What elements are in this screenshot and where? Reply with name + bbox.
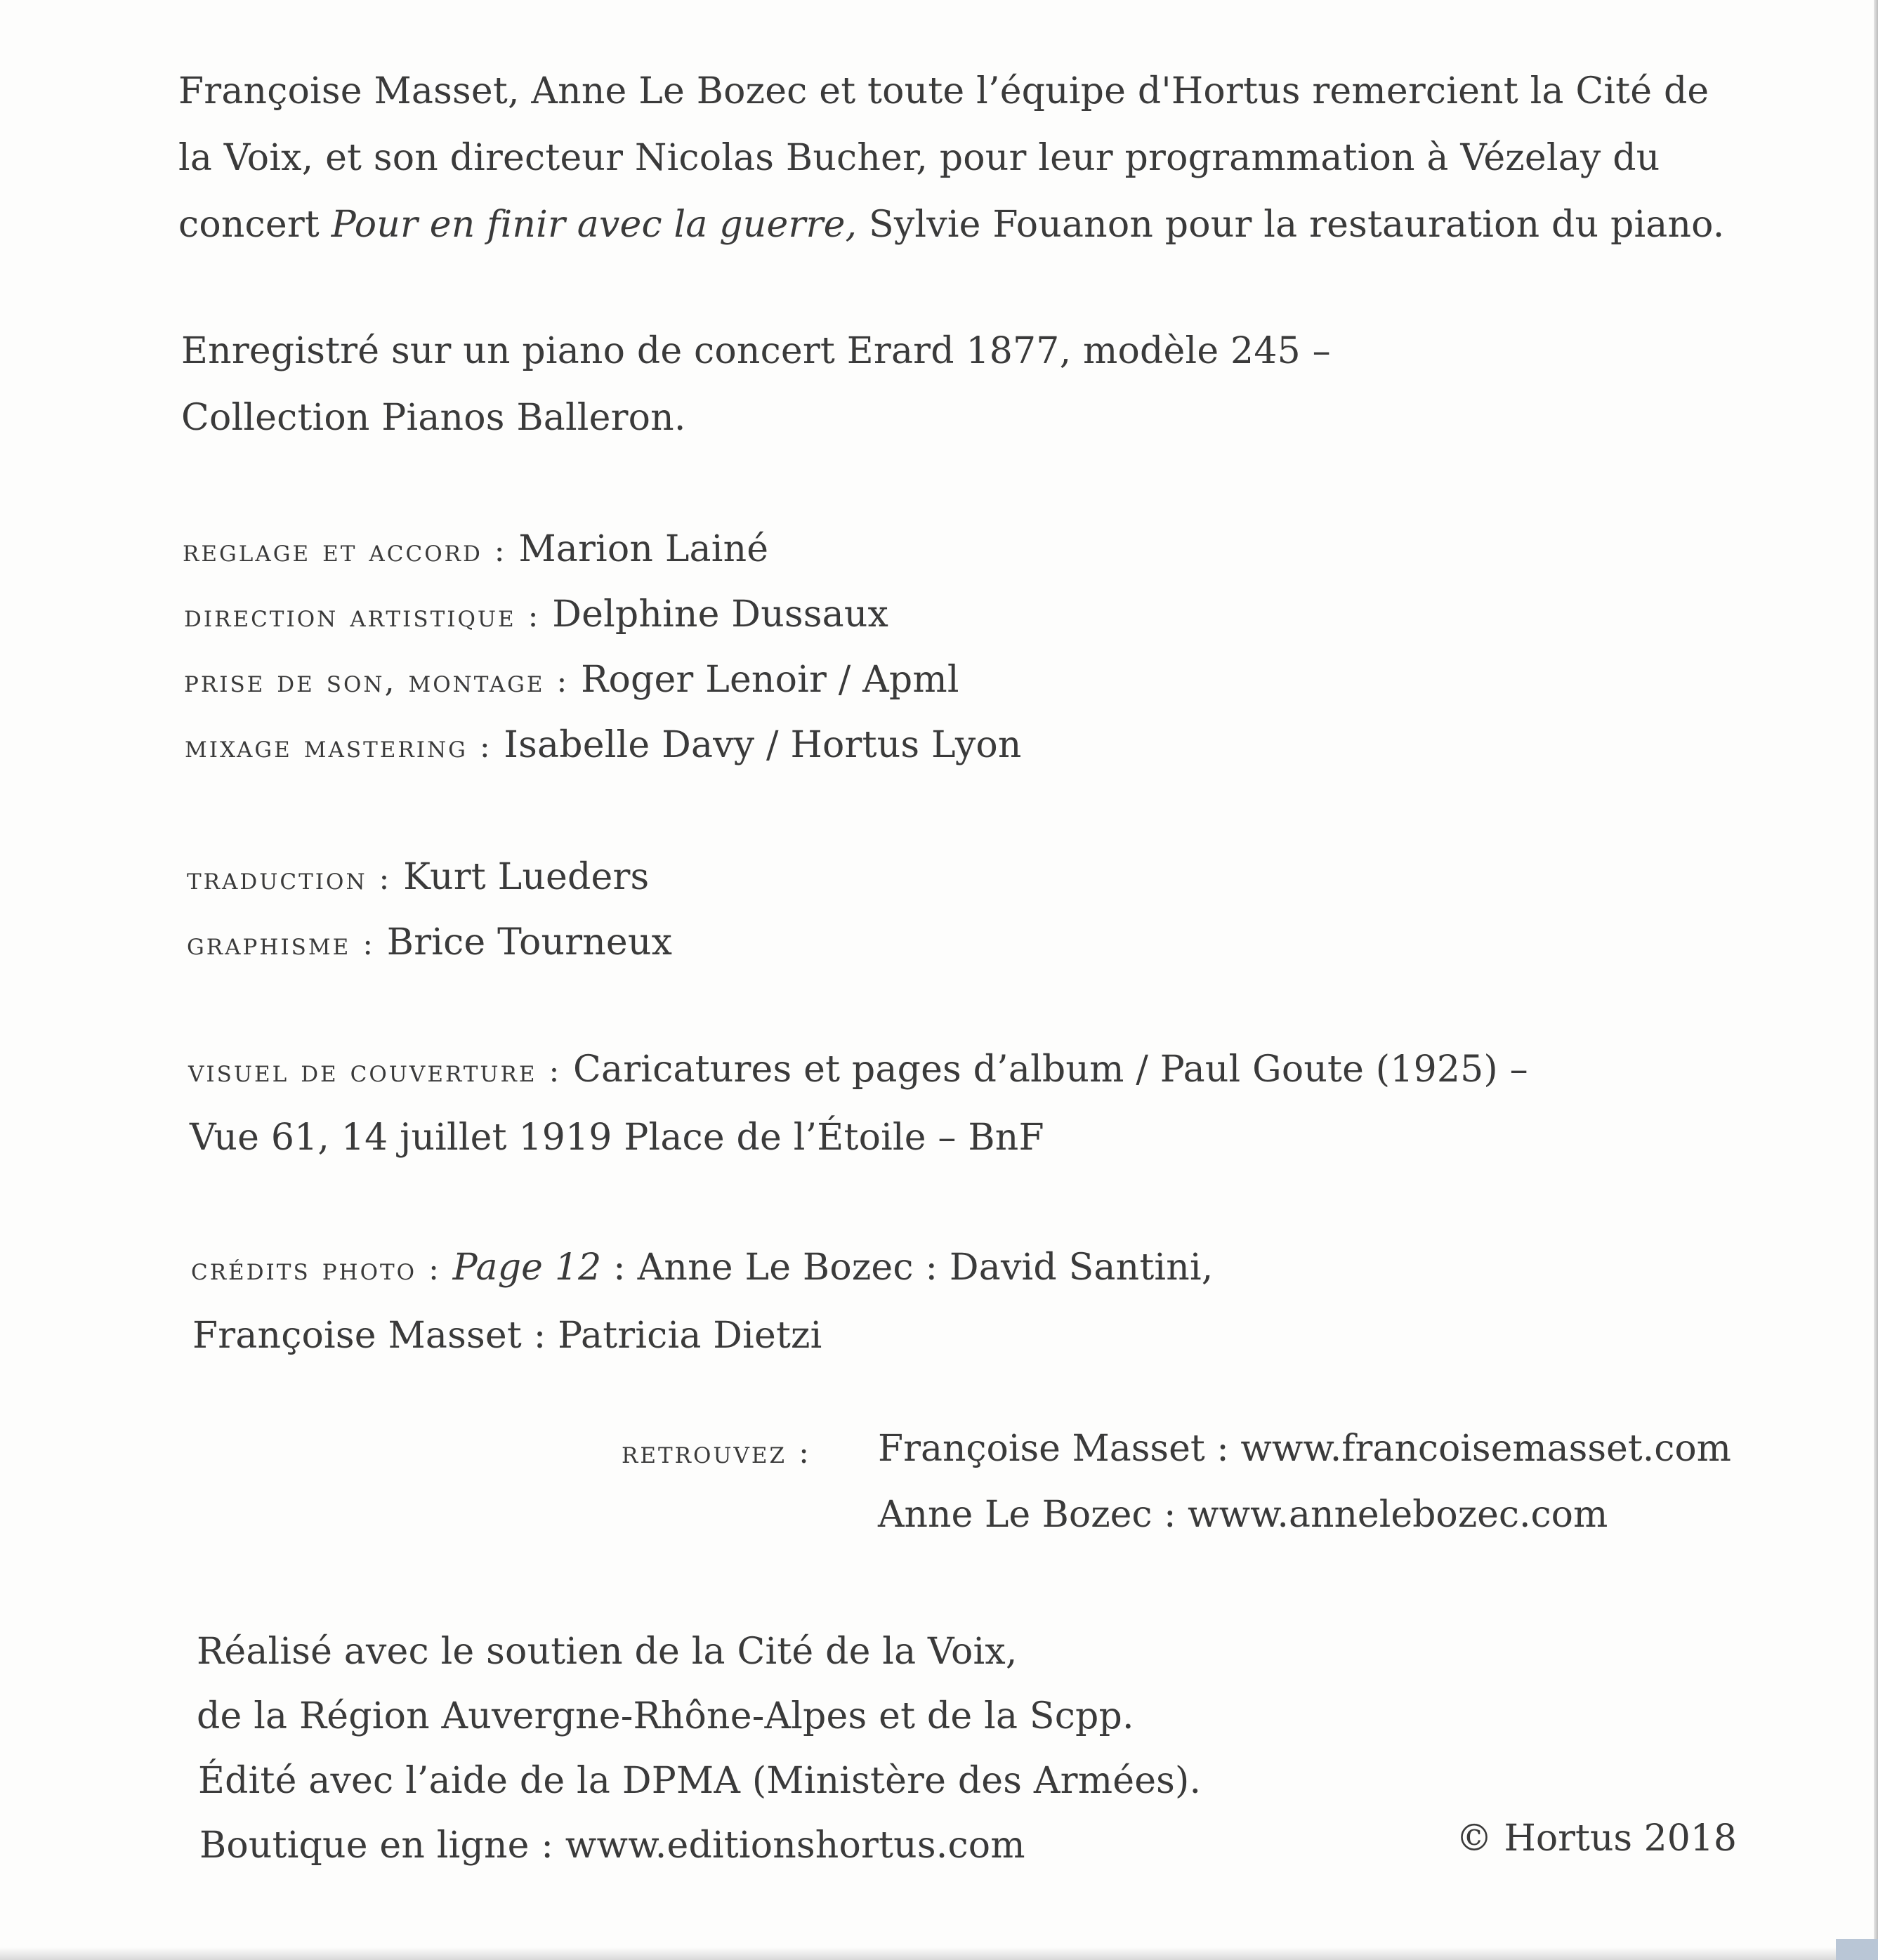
photo-page-ref: Page 12: [440, 1247, 602, 1289]
credit-reglage: [183, 528, 768, 572]
copyright: © Hortus 2018: [1456, 1817, 1737, 1860]
credit-value: Roger Lenoir / Apml: [569, 659, 959, 701]
credit-graphisme: [187, 921, 672, 966]
concert-title: Pour en finir avec la guerre,: [331, 204, 858, 246]
credit-value: Marion Lainé: [506, 528, 769, 570]
credit-value: Caricatures et pages d’album / Paul Goute (1925) –: [561, 1048, 1528, 1091]
support-line-3: Édité avec l’aide de la DPMA (Ministère des Armées).: [198, 1760, 1202, 1802]
credit-label: visuel de couverture :: [188, 1053, 562, 1089]
support-line-1: Réalisé avec le soutien de la Cité de la Voix,: [197, 1631, 1018, 1673]
credit-value: : Anne Le Bozec : David Santini,: [601, 1247, 1214, 1289]
credit-prise-de-son: [184, 659, 959, 703]
thanks-line-2: la Voix, et son directeur Nicolas Bucher, pour leur programmation à Vézelay du: [178, 137, 1660, 179]
credit-label: direction artistique :: [184, 598, 541, 634]
thanks-line-3: [178, 204, 1725, 246]
credit-value: Isabelle Davy / Hortus Lyon: [492, 724, 1022, 766]
credit-label: traduction :: [187, 861, 392, 897]
retrouvez-label: retrouvez :: [622, 1435, 811, 1471]
cover-credit-line-1: [188, 1048, 1528, 1093]
credit-traduction: [187, 856, 649, 900]
thanks-line-3-suffix: Sylvie Fouanon pour la restauration du piano.: [857, 204, 1725, 246]
corner-tint: [1836, 1939, 1878, 1960]
support-line-2: de la Région Auvergne-Rhône-Alpes et de la Scpp.: [197, 1695, 1134, 1737]
credit-mixage: [185, 724, 1022, 768]
credit-direction: [184, 593, 888, 638]
website-masset: Françoise Masset : www.francoisemasset.com: [878, 1428, 1731, 1470]
page-bottom-shadow: [0, 1947, 1878, 1960]
credit-label: prise de son, montage :: [184, 664, 570, 699]
thanks-line-1: Françoise Masset, Anne Le Bozec et toute l’équipe d'Hortus remercient la Cité de: [178, 70, 1709, 112]
page-edge-shadow: [1874, 0, 1878, 1960]
credit-label: graphisme :: [187, 926, 376, 962]
thanks-line-3-prefix: concert: [178, 204, 331, 246]
piano-line-1: Enregistré sur un piano de concert Erard 1877, modèle 245 –: [181, 330, 1331, 372]
credit-label: crédits photo :: [191, 1251, 441, 1287]
piano-line-2: Collection Pianos Balleron.: [181, 397, 686, 439]
credit-label: mixage mastering :: [185, 729, 492, 765]
credit-value: Brice Tourneux: [375, 921, 673, 963]
support-line-4: Boutique en ligne : www.editionshortus.com: [199, 1824, 1025, 1867]
photo-credit-line-1: [191, 1247, 1214, 1291]
photo-credit-line-2: Françoise Masset : Patricia Dietzi: [192, 1315, 822, 1357]
cover-credit-line-2: Vue 61, 14 juillet 1919 Place de l’Étoile – BnF: [190, 1117, 1044, 1159]
credit-label: reglage et accord :: [183, 533, 507, 569]
website-le-bozec: Anne Le Bozec : www.annelebozec.com: [878, 1494, 1608, 1536]
credit-value: Delphine Dussaux: [540, 593, 889, 636]
credit-value: Kurt Lueders: [391, 856, 650, 898]
